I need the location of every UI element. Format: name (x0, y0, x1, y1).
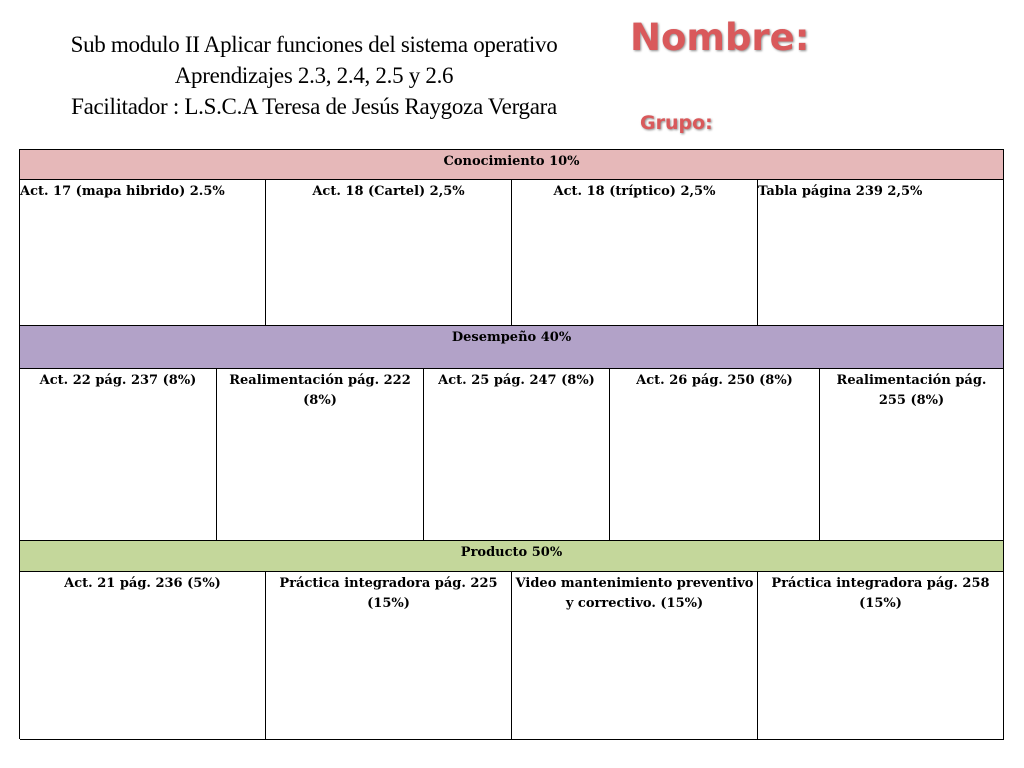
conocimiento-header: Conocimiento 10% (20, 150, 1004, 180)
conocimiento-row (20, 180, 1004, 326)
desempeno-cell: Act. 25 pág. 247 (8%) (424, 369, 610, 541)
document-header (14, 29, 614, 122)
producto-cell: Act. 21 pág. 236 (5%) (20, 572, 266, 740)
desempeno-row (20, 369, 1004, 541)
conocimiento-cell: Act. 18 (tríptico) 2,5% (512, 180, 758, 326)
producto-row (20, 572, 1004, 740)
desempeno-cell: Act. 22 pág. 237 (8%) (20, 369, 217, 541)
header-facilitator: Facilitador : L.S.C.A Teresa de Jesús Raygoza Vergara (71, 94, 557, 119)
producto-cell: Video mantenimiento preventivo y correctivo. (15%) (512, 572, 758, 740)
producto-cell: Práctica integradora pág. 258 (15%) (758, 572, 1004, 740)
desempeno-cell: Realimentación pág. 255 (8%) (820, 369, 1004, 541)
header-course-title: Sub modulo II Aplicar funciones del sistema operativo (70, 32, 558, 57)
desempeno-cell: Act. 26 pág. 250 (8%) (610, 369, 820, 541)
conocimiento-cell: Act. 18 (Cartel) 2,5% (266, 180, 512, 326)
conocimiento-cell: Tabla página 239 2,5% (758, 180, 1004, 326)
nombre-label: Nombre: (630, 16, 810, 59)
grupo-label: Grupo: (640, 112, 713, 134)
conocimiento-cell: Act. 17 (mapa hibrido) 2.5% (20, 180, 266, 326)
producto-header: Producto 50% (20, 541, 1004, 572)
evaluation-table (19, 149, 1004, 739)
producto-cell: Práctica integradora pág. 225 (15%) (266, 572, 512, 740)
header-learning-outcomes: Aprendizajes 2.3, 2.4, 2.5 y 2.6 (174, 63, 454, 88)
desempeno-cell: Realimentación pág. 222 (8%) (217, 369, 424, 541)
desempeno-header: Desempeño 40% (20, 326, 1004, 369)
